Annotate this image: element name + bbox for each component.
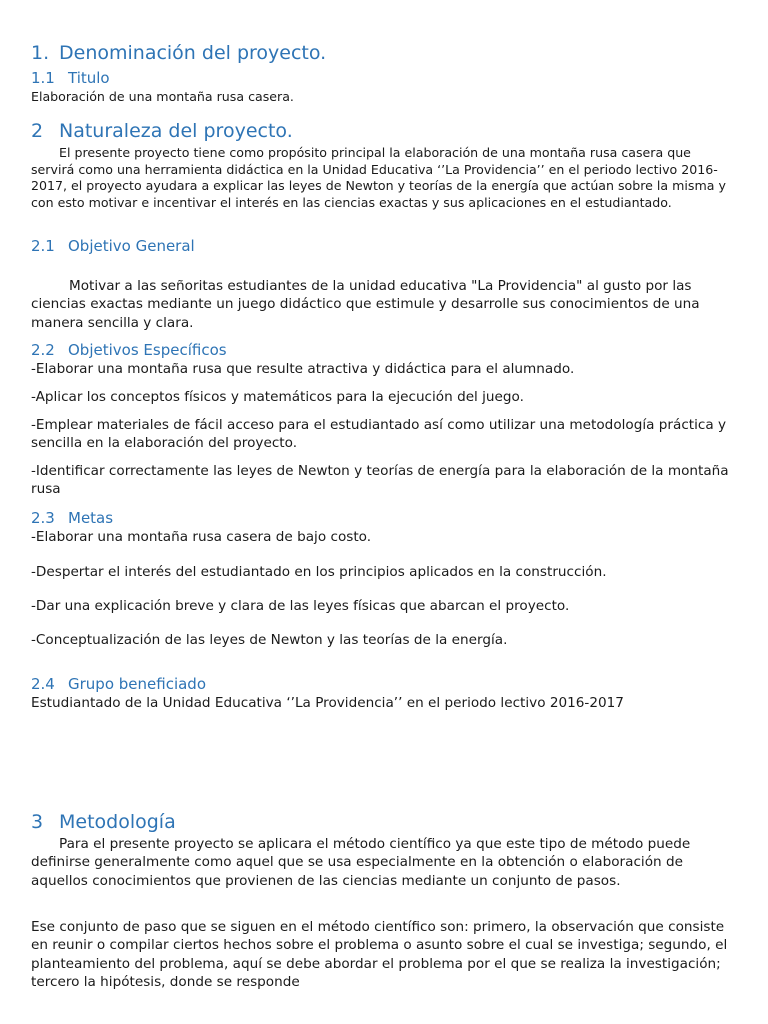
section-heading-2 [31,120,737,142]
subsection-heading-1-1 [31,69,737,87]
subsection-heading-2-4 [31,675,737,693]
subsection-number: 2.3 [31,509,55,527]
objetivo-especifico-item: -Elaborar una montaña rusa que resulte atractiva y didáctica para el alumnado. [31,361,575,377]
objetivo-especifico-item: -Identificar correctamente las leyes de Newton y teorías de energía para la elaboración de la montaña rusa [31,463,729,498]
meta-item: -Elaborar una montaña rusa casera de bajo costo. [31,529,372,545]
metodologia-paragraph: Ese conjunto de paso que se siguen en el método científico son: primero, la observación que consiste en reunir o compilar ciertos hechos sobre el problema o asunto sobre el cual se investiga; segundo, el planteamiento del problema, aquí se debe abordar el problema por el que se realiza la investigación; tercero la hipótesis, donde se responde [31,919,728,990]
objetivo-especifico-item: -Aplicar los conceptos físicos y matemáticos para la ejecución del juego. [31,389,524,405]
subsection-number: 2.2 [31,341,55,359]
meta-item: -Dar una explicación breve y clara de las leyes físicas que abarcan el proyecto. [31,598,570,614]
section-title: Naturaleza del proyecto. [59,120,293,142]
section-heading-1 [31,42,737,64]
subsection-title: Objetivos Específicos [68,341,227,359]
objetivo-especifico-item: -Emplear materiales de fácil acceso para el estudiantado así como utilizar una metodología práctica y sencilla en la elaboración del proyecto. [31,417,727,452]
subsection-heading-2-3 [31,509,737,527]
subsection-title: Metas [68,509,114,527]
metodologia-paragraph: Para el presente proyecto se aplicara el método científico ya que este tipo de método puede definirse generalmente como aquel que se usa especialmente en la obtención o elaboración de aquellos conocimientos que provienen de las ciencias mediante un conjunto de pasos. [31,836,691,889]
meta-item: -Conceptualización de las leyes de Newton y las teorías de la energía. [31,632,508,648]
section-number: 1. [31,42,50,64]
subsection-title: Objetivo General [68,237,195,255]
grupo-beneficiado-paragraph: Estudiantado de la Unidad Educativa ‘’La Providencia’’ en el periodo lectivo 2016-2017 [31,695,624,711]
subsection-title: Titulo [68,69,110,87]
section-number: 3 [31,811,44,833]
section-title: Denominación del proyecto. [59,42,327,64]
titulo-paragraph: Elaboración de una montaña rusa casera. [31,89,294,104]
section-title: Metodología [59,811,176,833]
objetivo-general-paragraph: Motivar a las señoritas estudiantes de la unidad educativa "La Providencia" al gusto por las ciencias exactas mediante un juego didáctico que estimule y desarrolle sus conocimientos de una manera sencilla y clara. [31,278,700,331]
section-number: 2 [31,120,44,142]
subsection-heading-2-2 [31,341,737,359]
subsection-number: 2.4 [31,675,55,693]
naturaleza-paragraph: El presente proyecto tiene como propósito principal la elaboración de una montaña rusa casera que servirá como una herramienta didáctica en la Unidad Educativa ‘’La Providencia’’ en el periodo lectivo 2016-2017, el proyecto ayudara a explicar las leyes de Newton y teorías de la energía que actúan sobre la misma y con esto motivar e incentivar el interés en las ciencias exactas y sus aplicaciones en el estudiantado. [31,145,726,210]
subsection-number: 2.1 [31,237,55,255]
section-heading-3 [31,811,737,833]
meta-item: -Despertar el interés del estudiantado en los principios aplicados en la construcción. [31,564,607,580]
subsection-heading-2-1 [31,237,737,255]
subsection-title: Grupo beneficiado [68,675,207,693]
subsection-number: 1.1 [31,69,55,87]
